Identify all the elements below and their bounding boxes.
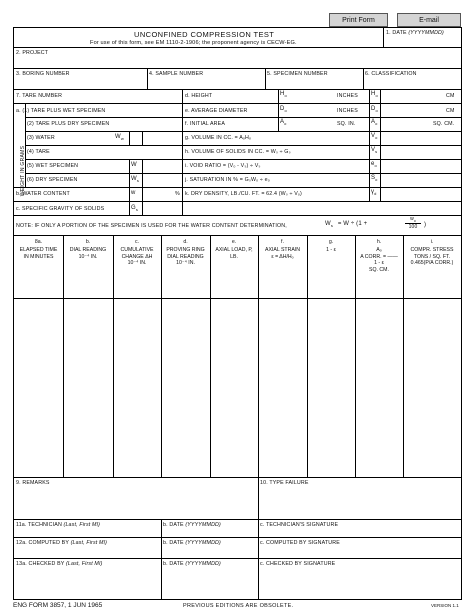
- type-failure-field[interactable]: 10. TYPE FAILURE: [260, 480, 309, 486]
- water-symbol: $W_w$: [115, 134, 124, 142]
- note-paren: ): [424, 222, 427, 228]
- table-body[interactable]: [14, 298, 461, 477]
- cm-unit: CM: [446, 93, 455, 99]
- tare-number-label: 7. TARE NUMBER: [16, 93, 63, 99]
- version: VERSION 1.1: [431, 603, 459, 608]
- w-symbol: w: [131, 190, 136, 196]
- d-cm-symbol: $D_o$: [371, 106, 378, 114]
- column-letter: h.: [376, 239, 382, 245]
- column-letter: d.: [183, 239, 188, 245]
- column-letter: g.: [328, 239, 334, 245]
- tare-label: (4) TARE: [27, 149, 50, 155]
- tech-date-field[interactable]: b. DATE (YYYYMMDD): [163, 522, 221, 528]
- weight-in-grams-label: WEIGHT IN GRAMS: [20, 145, 26, 197]
- project-field[interactable]: 2. PROJECT: [16, 50, 49, 56]
- column-header: AXIAL LOAD, P, LB.: [215, 247, 253, 260]
- email-button[interactable]: E-mail: [397, 13, 461, 27]
- height-label: d. HEIGHT: [185, 93, 213, 99]
- dry-symbol: $W_s$: [131, 176, 139, 184]
- obsolete-notice: PREVIOUS EDITIONS ARE OBSOLETE.: [183, 603, 294, 609]
- gs-symbol: $G_s$: [131, 205, 138, 213]
- specimen-number-field[interactable]: 5. SPECIMEN NUMBER: [267, 71, 328, 77]
- technician-field[interactable]: 11a. TECHNICIAN (Last, First MI): [16, 522, 101, 528]
- column-header: AXIAL STRAIN ε = ΔH/Hₒ: [265, 247, 300, 260]
- tare-plus-dry-label: (2) TARE PLUS DRY SPECIMEN: [27, 121, 110, 127]
- column-letter: e.: [231, 239, 237, 245]
- initial-area-label: f. INITIAL AREA: [185, 121, 226, 127]
- column-header: ELAPSED TIME IN MINUTES: [19, 247, 58, 260]
- checked-date-field[interactable]: b. DATE (YYYYMMDD): [163, 561, 221, 567]
- void-ratio-label: i. VOID RATIO = (Vₒ - Vₛ) ÷ Vₛ: [185, 163, 261, 169]
- column-letter: b.: [85, 239, 91, 245]
- column-header: CUMULATIVE CHANGE ΔH 10⁻⁴ IN.: [120, 247, 154, 266]
- water-content-label: b. WATER CONTENT: [16, 191, 70, 197]
- computed-by-field[interactable]: 12a. COMPUTED BY (Last, First MI): [16, 540, 108, 546]
- boring-number-field[interactable]: 3. BORING NUMBER: [16, 71, 70, 77]
- h-symbol: $H_o$: [280, 91, 287, 99]
- saturation-label: j. SATURATION IN % = GₛWₒ ÷ eₒ: [185, 177, 270, 183]
- water-label: (3) WATER: [27, 135, 55, 141]
- column-header: COMPR. STRESS TONS / SQ. FT. 0.465(P/A CORR.): [410, 247, 454, 266]
- specific-gravity-label: c. SPECIFIC GRAVITY OF SOLIDS: [16, 206, 105, 212]
- avg-diameter-label: e. AVERAGE DIAMETER: [185, 108, 248, 114]
- form-title: UNCONFINED COMPRESSION TEST: [134, 30, 275, 39]
- note-fraction: $w_o$ 100: [405, 216, 421, 230]
- wet-specimen-label: (5) WET SPECIMEN: [27, 163, 79, 169]
- tare-plus-wet-label: a. (1) TARE PLUS WET SPECIMEN: [16, 108, 106, 114]
- column-letter: c.: [134, 239, 140, 245]
- dry-specimen-label: (6) DRY SPECIMEN: [27, 177, 78, 183]
- checked-by-field[interactable]: 13a. CHECKED BY (Last, First MI): [16, 561, 103, 567]
- form-subtitle: For use of this form, see EM 1110-2-1906; the proponent agency is CECW-EG.: [90, 40, 297, 46]
- column-header: DIAL READING 10⁻⁴ IN.: [69, 247, 107, 260]
- form-frame: [13, 27, 462, 600]
- v-symbol: $V_o$: [371, 133, 378, 141]
- dry-density-symbol: $\gamma_d$: [371, 189, 377, 197]
- column-header: Aₒ A CORR. = —— 1 - ε SQ. CM.: [360, 247, 398, 273]
- sq-cm-unit: SQ. CM.: [433, 121, 455, 127]
- volume-solids-label: h. VOLUME OF SOLIDS IN CC. = Wₛ ÷ Gₛ: [185, 149, 291, 155]
- column-letter: f.: [281, 239, 284, 245]
- a-cm-symbol: $A_o$: [371, 119, 378, 127]
- column-letter: i.: [430, 239, 434, 245]
- sample-number-field[interactable]: 4. SAMPLE NUMBER: [149, 71, 204, 77]
- wet-symbol: W: [131, 162, 137, 168]
- print-form-button[interactable]: Print Form: [329, 13, 388, 27]
- form-id: ENG FORM 3857, 1 JUN 1965: [13, 602, 103, 609]
- e-symbol: $e_o$: [371, 161, 377, 169]
- computed-date-field[interactable]: b. DATE (YYYYMMDD): [163, 540, 221, 546]
- cm-unit-2: CM: [446, 108, 455, 114]
- date-field[interactable]: 1. DATE (YYYYMMDD): [386, 30, 444, 36]
- sq-in-unit: SQ. IN.: [337, 121, 356, 127]
- note-formula: $W_s = W \div (1$ +: [325, 221, 368, 229]
- computed-signature-field[interactable]: c. COMPUTED BY SIGNATURE: [260, 540, 340, 546]
- h-cm-symbol: $H_o$: [371, 91, 378, 99]
- tech-signature-field[interactable]: c. TECHNICIAN'S SIGNATURE: [260, 522, 339, 528]
- classification-field[interactable]: 6. CLASSIFICATION: [365, 71, 417, 77]
- vs-symbol: $V_s$: [371, 147, 378, 155]
- column-header: 1 - ε: [326, 247, 336, 253]
- volume-label: g. VOLUME IN CC. = AₒHₒ: [185, 135, 252, 141]
- remarks-field[interactable]: 9. REMARKS: [16, 480, 50, 486]
- a-symbol: $A_o$: [280, 119, 287, 127]
- checked-signature-field[interactable]: c. CHECKED BY SIGNATURE: [260, 561, 336, 567]
- d-symbol: $D_o$: [280, 106, 287, 114]
- dry-density-label: k. DRY DENSITY, LB./CU. FT. = 62.4 (Wₛ ÷ Vₒ): [185, 191, 302, 197]
- inches-unit-2: INCHES: [337, 108, 358, 114]
- column-header: PROVING RING DIAL READING 10⁻⁴ IN.: [166, 247, 205, 266]
- percent-unit: %: [175, 191, 180, 197]
- note-text: NOTE: IF ONLY A PORTION OF THE SPECIMEN IS USED FOR THE WATER CONTENT DETERMINATION,: [16, 223, 287, 229]
- column-letter: 8a.: [34, 239, 43, 245]
- inches-unit: INCHES: [337, 93, 358, 99]
- s-symbol: $S_o$: [371, 175, 378, 183]
